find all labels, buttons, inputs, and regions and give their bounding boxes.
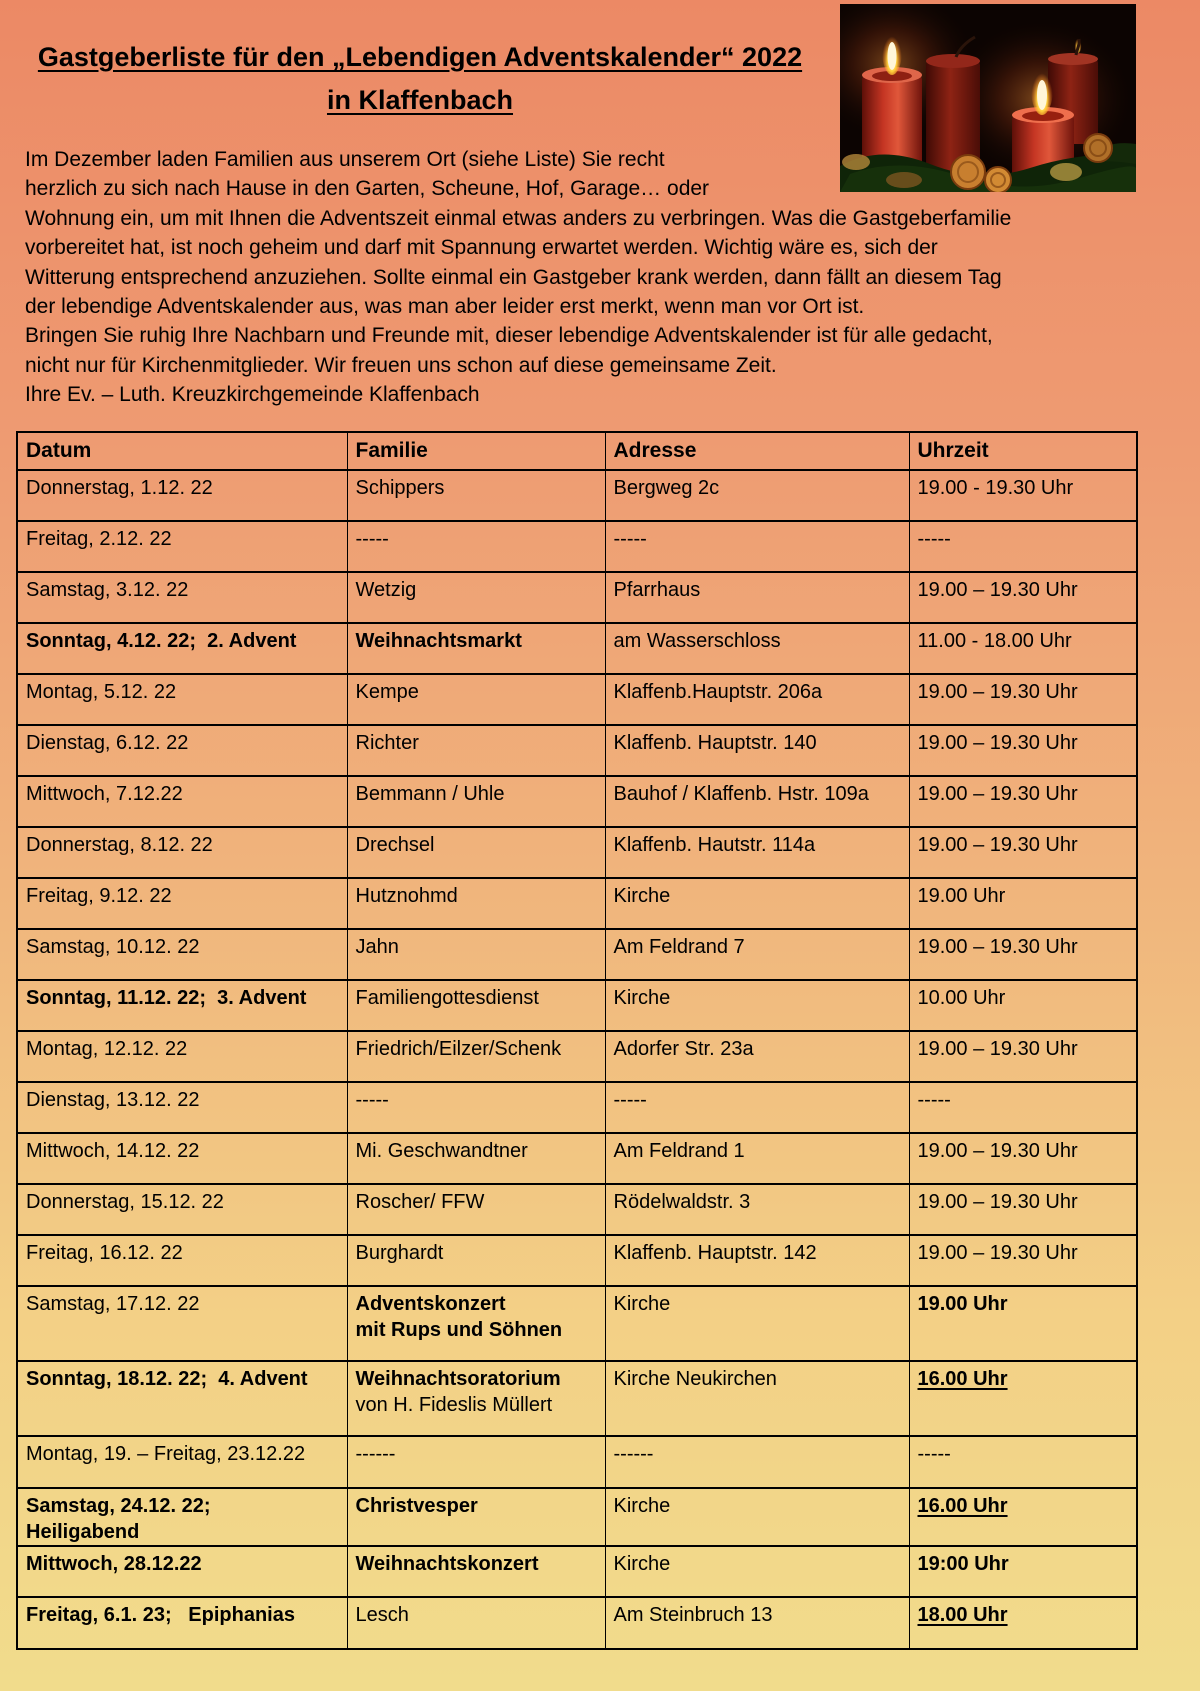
cell-datum: Samstag, 17.12. 22 (17, 1286, 347, 1361)
cell-adresse: Rödelwaldstr. 3 (605, 1184, 909, 1235)
cell-uhrzeit: 19:00 Uhr (909, 1546, 1137, 1597)
cell-familie: Burghardt (347, 1235, 605, 1286)
cell-adresse: am Wasserschloss (605, 623, 909, 674)
cell-uhrzeit: 11.00 - 18.00 Uhr (909, 623, 1137, 674)
cell-adresse: Kirche (605, 878, 909, 929)
cell-adresse: ----- (605, 1082, 909, 1133)
intro-line: nicht nur für Kirchenmitglieder. Wir freuen uns schon auf diese gemeinsame Zeit. (25, 353, 777, 377)
cell-uhrzeit: ----- (909, 1436, 1137, 1488)
uhrzeit-value: 16.00 Uhr (917, 1494, 1008, 1517)
advent-wreath-candles-image (840, 4, 1136, 192)
cell-familie: Roscher/ FFW (347, 1184, 605, 1235)
cell-familie: Hutznohmd (347, 878, 605, 929)
cell-adresse: Kirche (605, 1546, 909, 1597)
cell-adresse: Pfarrhaus (605, 572, 909, 623)
page-title-line1: Gastgeberliste für den „Lebendigen Adventskalender“ 2022 (37, 42, 803, 72)
cell-datum: Samstag, 3.12. 22 (17, 572, 347, 623)
cell-datum: Montag, 5.12. 22 (17, 674, 347, 725)
intro-line: Wohnung ein, um mit Ihnen die Adventszeit einmal etwas anders zu verbringen. Was die Gastgeberfamilie (25, 206, 1012, 230)
table-row (17, 1286, 1137, 1361)
cell-uhrzeit: ----- (909, 521, 1137, 572)
cell-adresse: Am Feldrand 1 (605, 1133, 909, 1184)
header-datum: Datum (17, 432, 347, 470)
cell-adresse: Bergweg 2c (605, 470, 909, 521)
cell-datum: Freitag, 9.12. 22 (17, 878, 347, 929)
table-row (17, 1597, 1137, 1649)
cell-familie: Richter (347, 725, 605, 776)
table-row (17, 1488, 1137, 1546)
cell-datum: Dienstag, 13.12. 22 (17, 1082, 347, 1133)
cell-uhrzeit: 19.00 – 19.30 Uhr (909, 725, 1137, 776)
cell-datum: Freitag, 2.12. 22 (17, 521, 347, 572)
cell-datum: Montag, 19. – Freitag, 23.12.22 (17, 1436, 347, 1488)
cell-familie (347, 1361, 605, 1436)
cell-uhrzeit: 19.00 – 19.30 Uhr (909, 827, 1137, 878)
intro-line: herzlich zu sich nach Hause in den Garten, Scheune, Hof, Garage… oder (25, 177, 710, 201)
cell-datum: Montag, 12.12. 22 (17, 1031, 347, 1082)
intro-line: vorbereitet hat, ist noch geheim und darf mit Spannung erwartet werden. Wichtig wäre es, sich der (25, 236, 938, 260)
familie-line1: Weihnachtsoratorium (355, 1367, 561, 1390)
cell-datum: Sonntag, 11.12. 22; 3. Advent (17, 980, 347, 1031)
cell-datum: Mittwoch, 7.12.22 (17, 776, 347, 827)
table-row (17, 1184, 1137, 1235)
intro-line: Im Dezember laden Familien aus unserem Ort (siehe Liste) Sie recht (25, 148, 665, 171)
cell-uhrzeit: 19.00 Uhr (909, 878, 1137, 929)
table-row (17, 623, 1137, 674)
cell-adresse: ------ (605, 1436, 909, 1488)
familie-line1: Adventskonzert (355, 1292, 506, 1315)
cell-uhrzeit: 19.00 – 19.30 Uhr (909, 929, 1137, 980)
table-row (17, 929, 1137, 980)
cell-adresse: Bauhof / Klaffenb. Hstr. 109a (605, 776, 909, 827)
cell-datum: Freitag, 16.12. 22 (17, 1235, 347, 1286)
table-row (17, 827, 1137, 878)
table-row (17, 521, 1137, 572)
cell-familie: Lesch (347, 1597, 605, 1649)
cell-adresse: ----- (605, 521, 909, 572)
cell-datum: Donnerstag, 1.12. 22 (17, 470, 347, 521)
cell-familie: Weihnachtsmarkt (347, 623, 605, 674)
cell-familie: Jahn (347, 929, 605, 980)
cell-familie: Friedrich/Eilzer/Schenk (347, 1031, 605, 1082)
cell-uhrzeit: 19.00 – 19.30 Uhr (909, 572, 1137, 623)
cell-uhrzeit: 19.00 – 19.30 Uhr (909, 674, 1137, 725)
cell-datum: Donnerstag, 8.12. 22 (17, 827, 347, 878)
page-title (0, 0, 840, 122)
cell-adresse: Kirche (605, 1286, 909, 1361)
cell-datum: Samstag, 10.12. 22 (17, 929, 347, 980)
cell-adresse: Am Feldrand 7 (605, 929, 909, 980)
cell-familie: Kempe (347, 674, 605, 725)
cell-uhrzeit: 10.00 Uhr (909, 980, 1137, 1031)
cell-adresse: Kirche (605, 980, 909, 1031)
cell-uhrzeit: 19.00 – 19.30 Uhr (909, 1031, 1137, 1082)
cell-adresse: Kirche Neukirchen (605, 1361, 909, 1436)
table-row (17, 776, 1137, 827)
cell-familie: Schippers (347, 470, 605, 521)
table-row (17, 1082, 1137, 1133)
table-row (17, 1361, 1137, 1436)
cell-familie: Bemmann / Uhle (347, 776, 605, 827)
cell-adresse: Adorfer Str. 23a (605, 1031, 909, 1082)
uhrzeit-value: 18.00 Uhr (917, 1603, 1008, 1626)
cell-datum: Mittwoch, 14.12. 22 (17, 1133, 347, 1184)
table-row (17, 725, 1137, 776)
table-row (17, 572, 1137, 623)
table-row (17, 1436, 1137, 1488)
table-row (17, 980, 1137, 1031)
intro-line: der lebendige Adventskalender aus, was man aber leider erst merkt, wenn man vor Ort ist. (25, 295, 865, 319)
cell-uhrzeit (909, 1597, 1137, 1649)
cell-familie: ----- (347, 521, 605, 572)
table-row (17, 1031, 1137, 1082)
cell-adresse: Klaffenb.Hauptstr. 206a (605, 674, 909, 725)
table-row (17, 1235, 1137, 1286)
page-title-line2: in Klaffenbach (326, 85, 514, 115)
cell-adresse: Kirche (605, 1488, 909, 1546)
table-row (17, 674, 1137, 725)
familie-line2: mit Rups und Söhnen (355, 1318, 563, 1341)
cell-familie: ----- (347, 1082, 605, 1133)
table-header-row (17, 432, 1137, 470)
header-adresse: Adresse (605, 432, 909, 470)
cell-datum: Sonntag, 4.12. 22; 2. Advent (17, 623, 347, 674)
datum-line2: Heiligabend (26, 1520, 140, 1543)
cell-datum (17, 1488, 347, 1546)
uhrzeit-value: 16.00 Uhr (917, 1367, 1008, 1390)
cell-familie (347, 1286, 605, 1361)
cell-uhrzeit (909, 1361, 1137, 1436)
cell-uhrzeit: 19.00 Uhr (909, 1286, 1137, 1361)
cell-familie: Mi. Geschwandtner (347, 1133, 605, 1184)
cell-adresse: Klaffenb. Hauptstr. 140 (605, 725, 909, 776)
cell-datum: Mittwoch, 28.12.22 (17, 1546, 347, 1597)
cell-adresse: Klaffenb. Hautstr. 114a (605, 827, 909, 878)
intro-line: Bringen Sie ruhig Ihre Nachbarn und Freunde mit, dieser lebendige Adventskalender ist für alle gedacht, (25, 324, 993, 348)
cell-familie: Christvesper (347, 1488, 605, 1546)
cell-familie: Drechsel (347, 827, 605, 878)
cell-familie: ------ (347, 1436, 605, 1488)
table-row (17, 470, 1137, 521)
cell-uhrzeit: 19.00 – 19.30 Uhr (909, 1184, 1137, 1235)
table-row (17, 1133, 1137, 1184)
cell-uhrzeit: ----- (909, 1082, 1137, 1133)
host-schedule-table (16, 431, 1138, 1650)
cell-datum: Freitag, 6.1. 23; Epiphanias (17, 1597, 347, 1649)
intro-line: Ihre Ev. – Luth. Kreuzkirchgemeinde Klaffenbach (25, 383, 480, 407)
datum-line1: Samstag, 24.12. 22; (26, 1494, 211, 1517)
cell-uhrzeit: 19.00 – 19.30 Uhr (909, 1133, 1137, 1184)
header-uhrzeit: Uhrzeit (909, 432, 1137, 470)
table-row (17, 878, 1137, 929)
cell-uhrzeit: 19.00 - 19.30 Uhr (909, 470, 1137, 521)
intro-line: Witterung entsprechend anzuziehen. Sollte einmal ein Gastgeber krank werden, dann fällt an diesem Tag (25, 265, 1002, 289)
cell-datum: Donnerstag, 15.12. 22 (17, 1184, 347, 1235)
cell-adresse: Am Steinbruch 13 (605, 1597, 909, 1649)
table-row (17, 1546, 1137, 1597)
cell-uhrzeit: 19.00 – 19.30 Uhr (909, 776, 1137, 827)
cell-familie: Wetzig (347, 572, 605, 623)
cell-familie: Weihnachtskonzert (347, 1546, 605, 1597)
cell-uhrzeit: 19.00 – 19.30 Uhr (909, 1235, 1137, 1286)
cell-uhrzeit (909, 1488, 1137, 1546)
cell-datum: Dienstag, 6.12. 22 (17, 725, 347, 776)
cell-adresse: Klaffenb. Hauptstr. 142 (605, 1235, 909, 1286)
cell-familie: Familiengottesdienst (347, 980, 605, 1031)
cell-datum: Sonntag, 18.12. 22; 4. Advent (17, 1361, 347, 1436)
header-familie: Familie (347, 432, 605, 470)
advent-candles-illustration (840, 4, 1136, 192)
familie-line2: von H. Fideslis Müllert (355, 1393, 553, 1416)
